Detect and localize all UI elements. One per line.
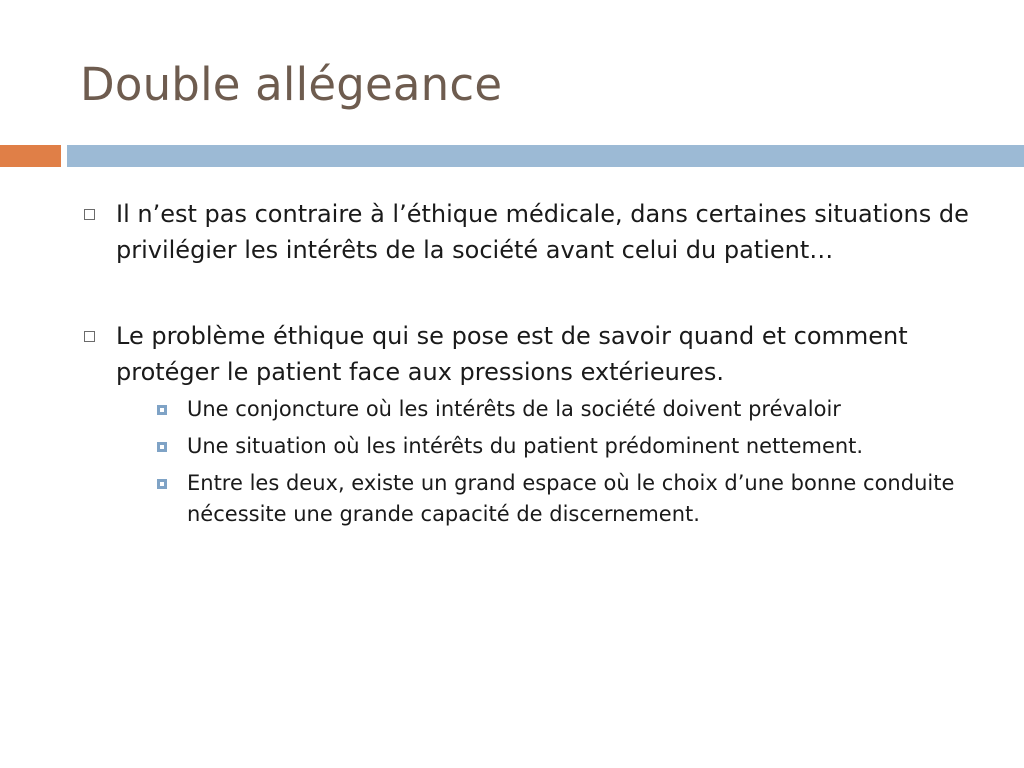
bullet-text: Il n’est pas contraire à l’éthique médicale, dans certaines situations de privilégier les intérêts de la société avant celui du patient… [116, 200, 969, 264]
slide-title: Double allégeance [80, 58, 503, 111]
orange-accent-band [0, 145, 61, 167]
sub-bullet-text: Une conjoncture où les intérêts de la société doivent prévaloir [187, 397, 841, 421]
sub-bullet-text: Une situation où les intérêts du patient prédominent nettement. [187, 434, 864, 458]
sub-bullet-item [152, 468, 980, 530]
sub-bullet-text: Entre les deux, existe un grand espace où le choix d’une bonne conduite nécessite une grande capacité de discernement. [187, 471, 955, 526]
square-bullet-icon [157, 405, 167, 415]
square-bullet-icon [157, 479, 167, 489]
bullet-text: Le problème éthique qui se pose est de savoir quand et comment protéger le patient face aux pressions extérieures. [116, 322, 908, 386]
square-bullet-icon [157, 442, 167, 452]
sub-bullet-item [152, 431, 980, 462]
sub-bullet-item [152, 394, 980, 425]
blue-accent-band [67, 145, 1024, 167]
box-icon [84, 331, 95, 342]
bullet-item [80, 196, 980, 268]
slide-content [80, 196, 980, 536]
sub-bullet-list [116, 394, 980, 530]
bullet-item [80, 318, 980, 530]
box-icon [84, 209, 95, 220]
